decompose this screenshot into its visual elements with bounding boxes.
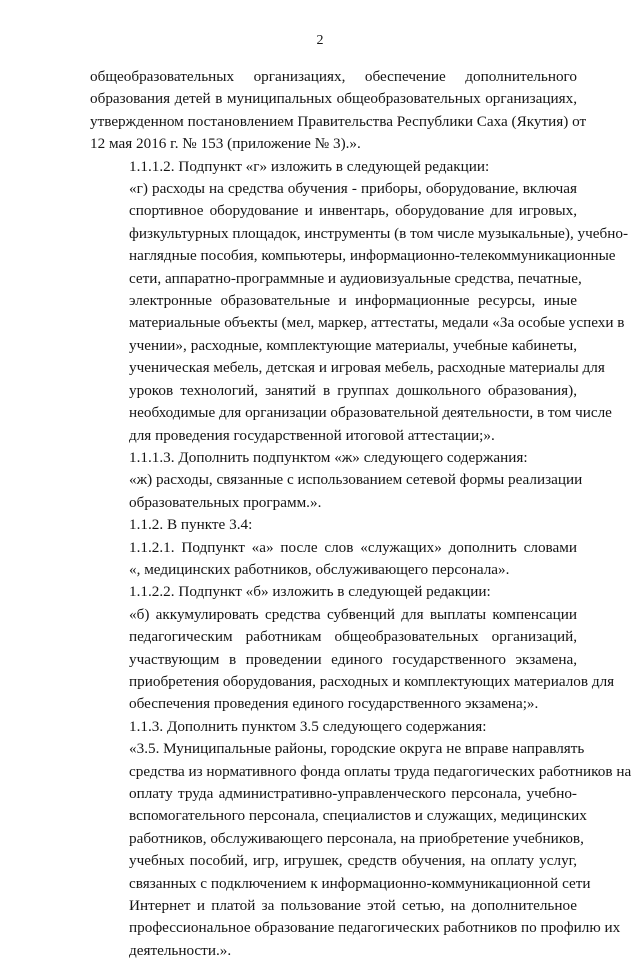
text-line: материальные объекты (мел, маркер, аттестаты, медали «За особые успехи в bbox=[129, 314, 625, 332]
text-line: 1.1.2.1. Подпункт «а» после слов «служащих» дополнить словами bbox=[129, 538, 577, 556]
text-line: «б) аккумулировать средства субвенций для выплаты компенсации bbox=[129, 605, 577, 623]
text-line: образования детей в муниципальных общеобразовательных организациях, bbox=[90, 90, 577, 108]
paragraph-p8 bbox=[90, 604, 615, 716]
text-line: уроков технологий, занятий в группах дошкольного образования), bbox=[129, 381, 577, 399]
text-line: 1.1.2.2. Подпункт «б» изложить в следующей редакции: bbox=[129, 583, 491, 601]
text-line: общеобразовательных организациях, обеспечение дополнительного bbox=[90, 68, 577, 85]
paragraph-p4 bbox=[90, 469, 583, 514]
text-line: Интернет и платой за пользование этой сетью, на дополнительное bbox=[129, 897, 577, 915]
paragraph-p3 bbox=[90, 447, 577, 469]
paragraph-p1 bbox=[90, 156, 577, 178]
paragraph-p7 bbox=[90, 581, 577, 603]
paragraph-p5 bbox=[90, 514, 577, 536]
text-line: физкультурных площадок, инструменты (в том числе музыкальные), учебно- bbox=[129, 224, 629, 242]
text-line: «ж) расходы, связанные с использованием сетевой формы реализации bbox=[129, 471, 583, 489]
text-line: учении», расходные, комплектующие материалы, учебные кабинеты, bbox=[129, 336, 577, 354]
text-line: обеспечения проведения единого государственного экзамена;». bbox=[129, 695, 539, 713]
text-line: «г) расходы на средства обучения - приборы, оборудование, включая bbox=[129, 180, 577, 198]
text-line: связанных с подключением к информационно-коммуникационной сети bbox=[129, 874, 591, 892]
text-line: 1.1.1.2. Подпункт «г» изложить в следующей редакции: bbox=[129, 157, 490, 175]
text-line: наглядные пособия, компьютеры, информационно-телекоммуникационные bbox=[129, 247, 616, 265]
text-line: педагогическим работникам общеобразовательных организаций, bbox=[129, 628, 577, 646]
text-line: учебных пособий, игр, игрушек, средств обучения, на оплату услуг, bbox=[129, 852, 577, 870]
text-line: «3.5. Муниципальные районы, городские округа не вправе направлять bbox=[129, 740, 585, 758]
paragraph-p9 bbox=[90, 716, 577, 738]
text-line: необходимые для организации образовательной деятельности, в том числе bbox=[129, 404, 612, 422]
paragraph-p10 bbox=[90, 738, 632, 962]
text-line: утвержденном постановлением Правительства Республики Саха (Якутия) от bbox=[90, 112, 587, 130]
text-line: средства из нормативного фонда оплаты труда педагогических работников на bbox=[129, 762, 632, 780]
text-line: 12 мая 2016 г. № 153 (приложение № 3).». bbox=[90, 135, 361, 153]
document-body bbox=[90, 66, 632, 962]
text-line: оплату труда административно-управленческого персонала, учебно- bbox=[129, 785, 577, 802]
text-line: приобретения оборудования, расходных и комплектующих материалов для bbox=[129, 672, 615, 690]
text-line: вспомогательного персонала, специалистов и служащих, медицинских bbox=[129, 807, 587, 825]
text-line: «, медицинских работников, обслуживающего персонала». bbox=[129, 560, 510, 578]
text-line: участвующим в проведении единого государственного экзамена, bbox=[129, 650, 577, 668]
page-number: 2 bbox=[316, 33, 324, 48]
text-line: 1.1.1.3. Дополнить подпунктом «ж» следующего содержания: bbox=[129, 448, 528, 466]
paragraph-p6 bbox=[90, 537, 577, 582]
paragraph-p0 bbox=[90, 66, 587, 156]
text-line: профессиональное образование педагогических работников по профилю их bbox=[129, 919, 621, 937]
text-line: 1.1.2. В пункте 3.4: bbox=[129, 516, 253, 534]
text-line: деятельности.». bbox=[129, 941, 232, 959]
text-line: работников, обслуживающего персонала, на приобретение учебников, bbox=[129, 829, 584, 847]
text-line: образовательных программ.». bbox=[129, 493, 322, 511]
text-line: для проведения государственной итоговой аттестации;». bbox=[129, 426, 495, 444]
text-line: 1.1.3. Дополнить пунктом 3.5 следующего содержания: bbox=[129, 717, 487, 735]
paragraph-p2 bbox=[90, 178, 629, 447]
text-line: сети, аппаратно-программные и аудиовизуальные средства, печатные, bbox=[129, 269, 582, 287]
text-line: электронные образовательные и информационные ресурсы, иные bbox=[129, 292, 577, 310]
text-line: спортивное оборудование и инвентарь, оборудование для игровых, bbox=[129, 202, 577, 220]
text-line: ученическая мебель, детская и игровая мебель, расходные материалы для bbox=[129, 359, 605, 377]
